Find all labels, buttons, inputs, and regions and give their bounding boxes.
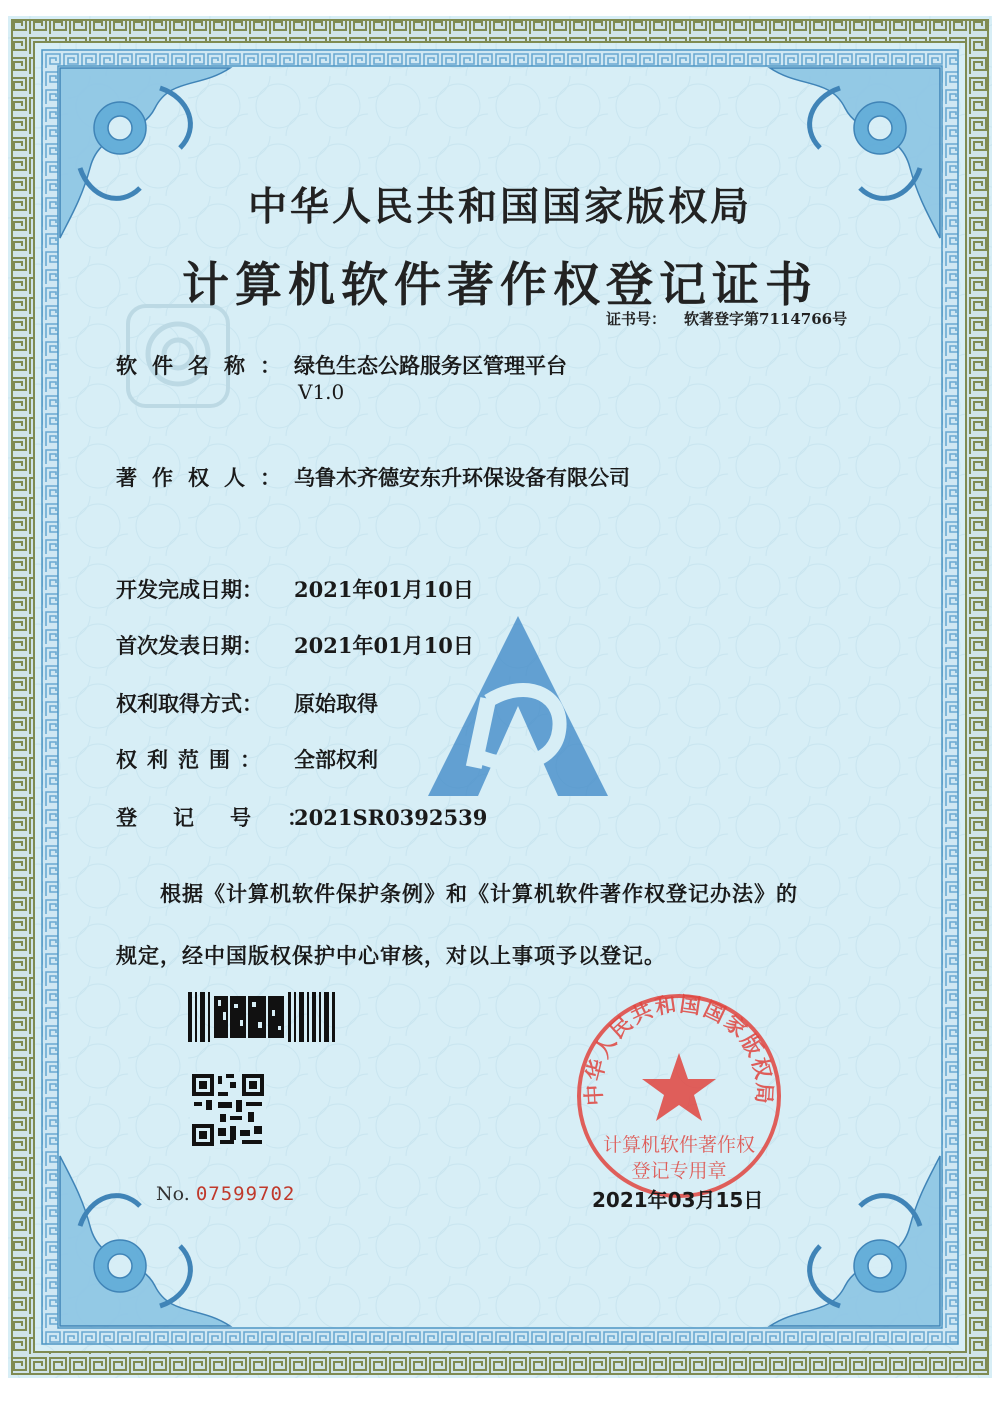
certificate (8, 16, 992, 1378)
owner-value: 乌鲁木齐德安东升环保设备有限公司 (294, 466, 630, 490)
official-seal (574, 991, 784, 1201)
seal-line-1: 计算机软件著作权 (602, 1134, 756, 1156)
field-software-name (116, 350, 567, 380)
owner-label: 著作权人： (116, 466, 296, 490)
serial-label: No. (156, 1183, 190, 1205)
software-name-value: 绿色生态公路服务区管理平台 (294, 354, 567, 378)
field-reg-no (116, 802, 487, 832)
cert-no-value: 软著登字第7114766号 (684, 310, 848, 328)
acquire-label: 权利取得方式： (116, 692, 263, 716)
acquire-value: 原始取得 (294, 692, 378, 716)
reg-no-label: 登记号： (116, 806, 344, 830)
reg-no-value: 2021SR0392539 (294, 805, 488, 830)
pub-date-value: 2021年01月10日 (294, 633, 474, 658)
field-owner (116, 462, 630, 492)
field-scope (116, 744, 378, 774)
field-acquire-method (116, 688, 378, 718)
certificate-number (606, 308, 847, 329)
pub-date-label: 首次发表日期： (116, 634, 263, 658)
field-dev-date (116, 574, 474, 604)
scope-value: 全部权利 (294, 748, 378, 772)
serial-value: 07599702 (195, 1183, 296, 1205)
software-name-label: 软件名称： (116, 354, 296, 378)
certificate-title: 计算机软件著作权登记证书 (182, 258, 818, 313)
statement-line-2: 规定，经中国版权保护中心审核，对以上事项予以登记。 (116, 944, 666, 968)
seal-line-2: 登记专用章 (631, 1160, 727, 1182)
qr-code-icon (190, 1072, 266, 1148)
dev-date-label: 开发完成日期： (116, 578, 263, 602)
statement-line-1: 根据《计算机软件保护条例》和《计算机软件著作权登记办法》的 (160, 882, 798, 906)
watermark-emblem (418, 606, 618, 806)
cert-no-label: 证书号： (606, 310, 667, 328)
software-version: V1.0 (298, 380, 345, 404)
scope-label: 权利范围： (116, 748, 271, 772)
seal-ring-text: 中华人民共和国国家版权局 (581, 991, 777, 1107)
issue-date: 2021年03月15日 (592, 1188, 764, 1212)
dev-date-value: 2021年01月10日 (294, 577, 474, 602)
issuer-title: 中华人民共和国国家版权局 (247, 185, 752, 230)
barcode-icon (188, 992, 338, 1042)
serial-number (156, 1183, 295, 1205)
